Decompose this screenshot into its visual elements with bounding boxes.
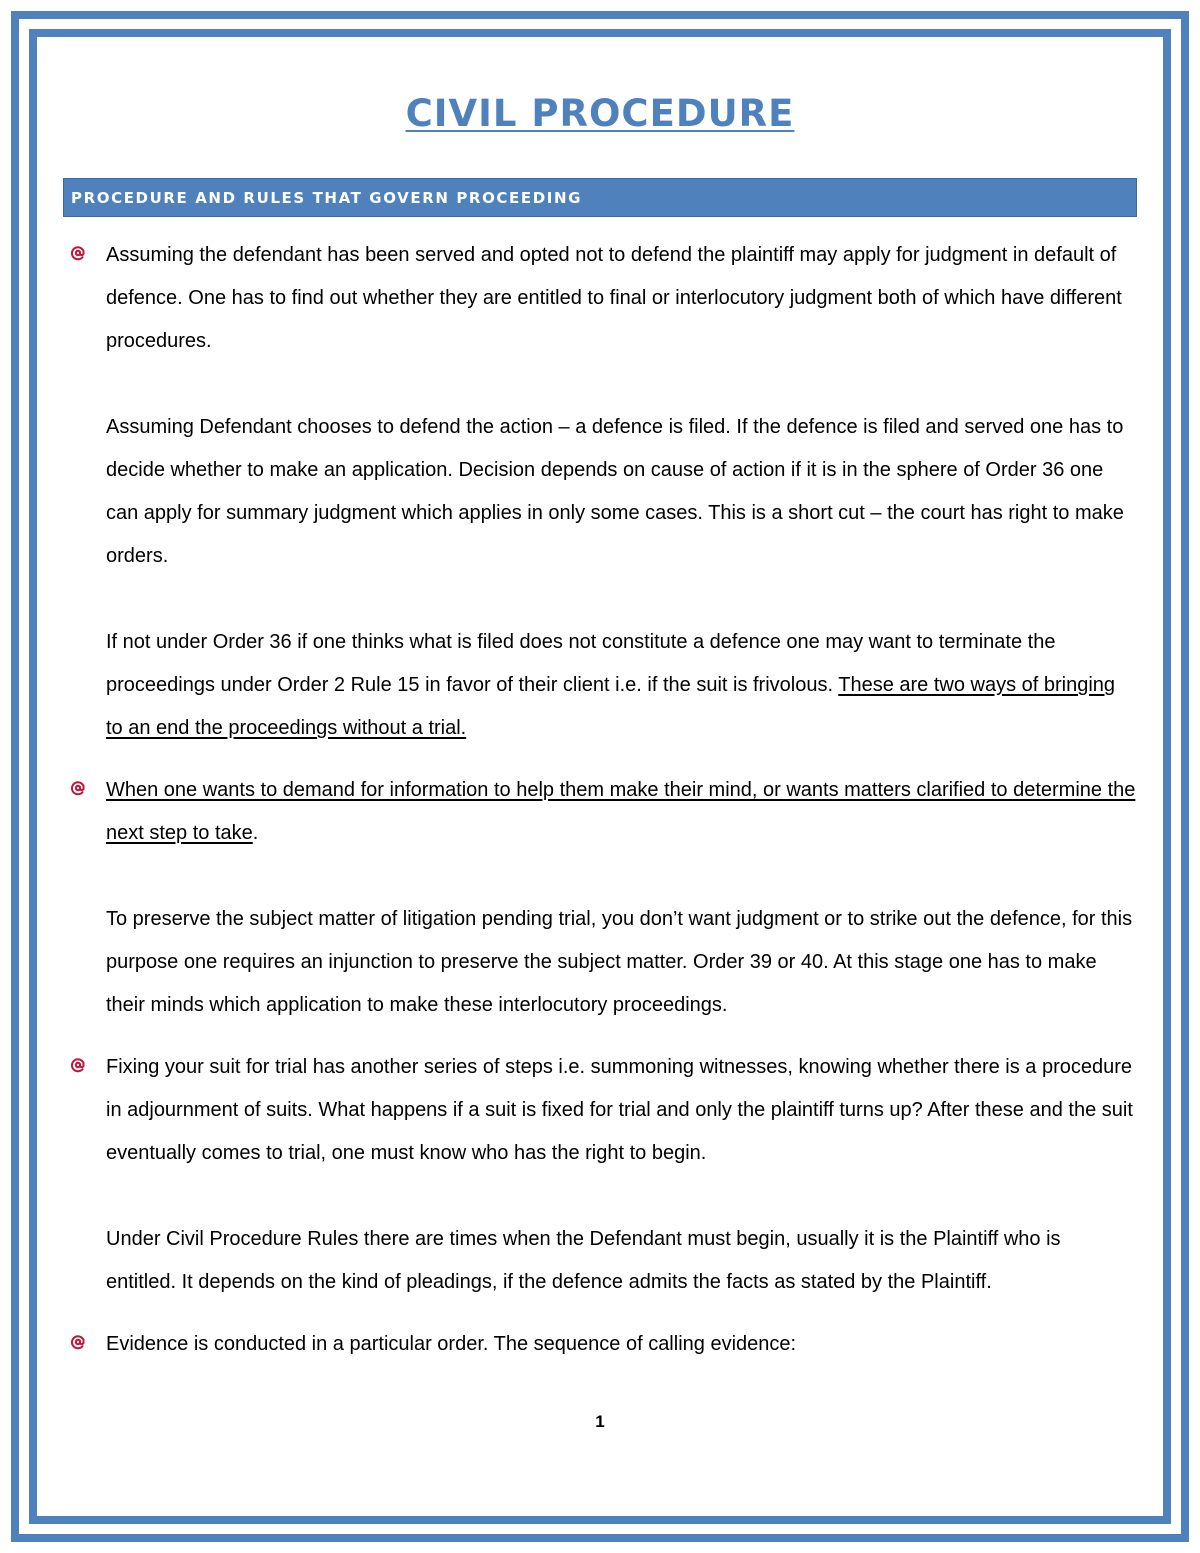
paragraph-text: Fixing your suit for trial has another series of steps i.e. summoning witnesses, knowing whether there is a procedure in adjournment of suits. What happens if a suit is fixed for trial and only the plaintiff turns up? After these and the suit eventually comes to trial, one must know who has the right to begin. <box>106 1056 1133 1164</box>
swirl-bullet-icon <box>70 1334 86 1350</box>
paragraph-text: Assuming Defendant chooses to defend the action – a defence is filed. If the defence is filed and served one has to decide whether to make an application. Decision depends on cause of action if it is in the sphere of Order 36 one can apply for summary judgment which applies in only some cases. This is a short cut – the court has right to make orders. <box>106 416 1124 567</box>
paragraph-text: Evidence is conducted in a particular order. The sequence of calling evidence: <box>106 1333 797 1355</box>
section-heading-bar <box>63 178 1137 217</box>
paragraph-1 <box>106 234 1136 363</box>
document-title: CIVIL PROCEDURE <box>405 92 795 135</box>
paragraph-underlined-text: These are two ways of bringing to an end the proceedings without a trial. <box>106 674 1116 739</box>
paragraph-5 <box>106 898 1136 1027</box>
page-number: 1 <box>595 1412 605 1431</box>
paragraph-6 <box>106 1046 1136 1175</box>
document-body <box>106 234 1136 1366</box>
paragraph-text: To preserve the subject matter of litigation pending trial, you don’t want judgment or to strike out the defence, for this purpose one requires an injunction to preserve the subject matter. Order 39 or 40. At this stage one has to make their minds which application to make these interlocutory proceedings. <box>106 908 1133 1016</box>
swirl-bullet-icon <box>70 1057 86 1073</box>
paragraph-2 <box>106 406 1136 578</box>
paragraph-4 <box>106 769 1136 855</box>
paragraph-text: Assuming the defendant has been served and opted not to defend the plaintiff may apply for judgment in default of defence. One has to find out whether they are entitled to final or interlocutory judgment both of which have different procedures. <box>106 244 1122 352</box>
paragraph-underlined-text: When one wants to demand for information to help them make their mind, or wants matters clarified to determine the next step to take <box>106 779 1136 844</box>
paragraph-7 <box>106 1218 1136 1304</box>
swirl-bullet-icon <box>70 780 86 796</box>
paragraph-3 <box>106 621 1136 750</box>
paragraph-text: . <box>252 822 259 844</box>
paragraph-text: If not under Order 36 if one thinks what is filed does not constitute a defence one may want to terminate the proceedings under Order 2 Rule 15 in favor of their client i.e. if the suit is frivolous. <box>106 631 1056 696</box>
swirl-bullet-icon <box>70 245 86 261</box>
paragraph-8 <box>106 1323 1136 1366</box>
section-heading: PROCEDURE AND RULES THAT GOVERN PROCEEDING <box>71 189 583 207</box>
paragraph-text: Under Civil Procedure Rules there are times when the Defendant must begin, usually it is the Plaintiff who is entitled. It depends on the kind of pleadings, if the defence admits the facts as stated by the Plaintiff. <box>106 1228 1061 1293</box>
